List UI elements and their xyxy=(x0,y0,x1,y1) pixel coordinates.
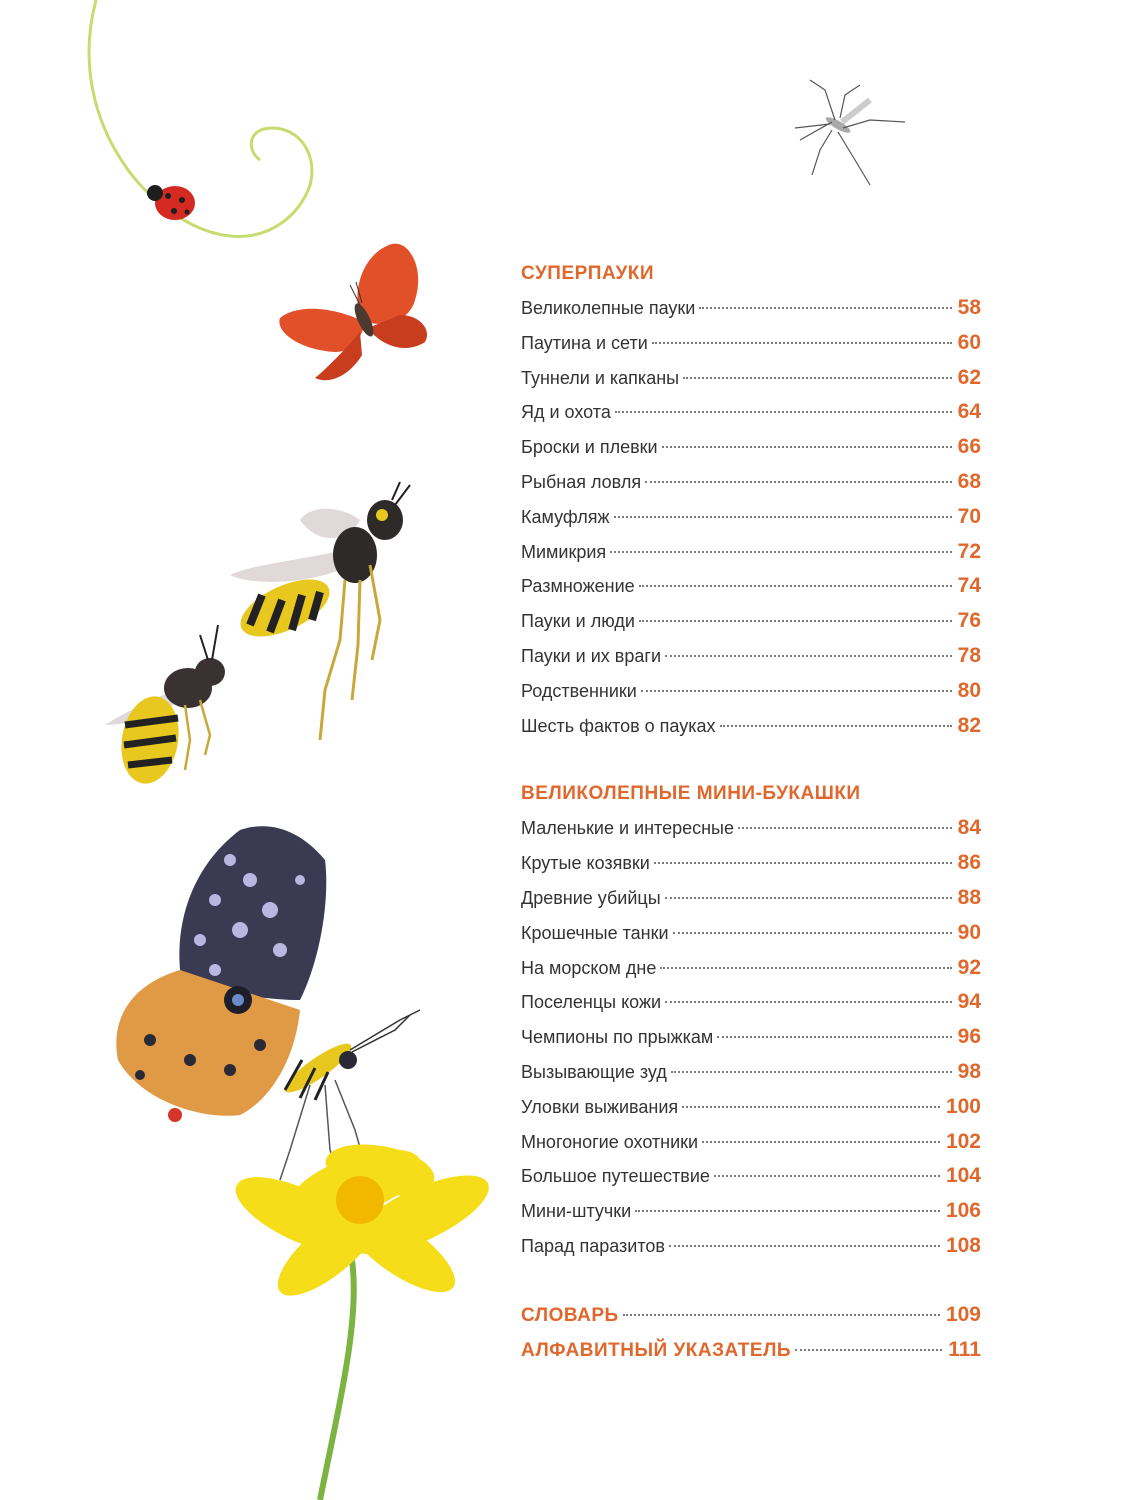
toc-entry-page: 111 xyxy=(948,1337,981,1361)
toc-entry-title: Большое путешествие xyxy=(521,1166,710,1187)
toc-entry-title: Шесть фактов о пауках xyxy=(521,715,716,736)
toc-entry-title: Древние убийцы xyxy=(521,887,661,908)
toc-entry-title: СЛОВАРЬ xyxy=(521,1304,619,1326)
toc-entry-title: Рыбная ловля xyxy=(521,471,642,492)
toc-entry-title: На морском дне xyxy=(521,957,657,978)
toc-entry[interactable] xyxy=(521,535,981,570)
yellow-flower-illustration xyxy=(226,1135,499,1500)
toc-entry[interactable] xyxy=(521,811,981,846)
toc-entry-title: Мини-штучки xyxy=(521,1201,632,1222)
toc-entry[interactable] xyxy=(521,1055,981,1090)
toc-entry-page: 58 xyxy=(957,296,981,319)
ladybug-illustration xyxy=(89,0,312,236)
back-matter xyxy=(521,1298,981,1368)
toc-entry-page: 94 xyxy=(957,990,981,1014)
toc-entry[interactable] xyxy=(521,569,981,604)
toc-entry-title: Родственники xyxy=(521,680,637,701)
leader-dots xyxy=(702,1141,940,1143)
swallowtail-butterfly-illustration xyxy=(116,826,420,1180)
section-superspiders xyxy=(521,257,981,743)
toc-entry-title: Крутые козявки xyxy=(521,853,650,874)
toc-entry-title: АЛФАВИТНЫЙ УКАЗАТЕЛЬ xyxy=(521,1339,792,1361)
toc-entry-page: 74 xyxy=(957,574,981,598)
toc-entry-title: Паутина и сети xyxy=(521,332,648,353)
leader-dots xyxy=(682,1106,940,1108)
toc-entry[interactable] xyxy=(521,1229,981,1264)
toc-entry-page: 104 xyxy=(945,1164,981,1188)
leader-dots xyxy=(652,342,952,344)
leader-dots xyxy=(714,1175,940,1177)
leader-dots xyxy=(639,620,952,622)
toc-entry-page: 96 xyxy=(957,1025,981,1049)
crane-fly-illustration xyxy=(795,80,905,185)
toc-entry-title: Туннели и капканы xyxy=(521,367,680,388)
toc-entry-title: Крошечные танки xyxy=(521,922,669,943)
toc-entry-title: Броски и плевки xyxy=(521,437,658,458)
toc-entry[interactable] xyxy=(521,361,981,396)
leader-dots xyxy=(665,655,952,657)
leader-dots xyxy=(665,1001,952,1003)
toc-entry[interactable] xyxy=(521,326,981,361)
toc-entry-page: 84 xyxy=(957,816,981,840)
toc-entry-title: Поселенцы кожи xyxy=(521,992,662,1013)
toc-entry-page: 106 xyxy=(945,1199,981,1223)
section-heading: ВЕЛИКОЛЕПНЫЕ МИНИ-БУКАШКИ xyxy=(521,783,861,805)
toc-entry-title: Уловки выживания xyxy=(521,1096,679,1117)
toc-entry-title: Яд и охота xyxy=(521,402,611,423)
toc-entry-page: 76 xyxy=(957,609,981,633)
toc-entry-title: Пауки и их враги xyxy=(521,645,661,666)
toc-entry-page: 60 xyxy=(957,330,981,354)
toc-entry-glossary[interactable] xyxy=(521,1298,981,1333)
toc-entry-page: 90 xyxy=(957,920,981,944)
toc-entry-page: 86 xyxy=(957,851,981,875)
toc-entry-title: Многоногие охотники xyxy=(521,1131,699,1152)
toc-entry[interactable] xyxy=(521,1125,981,1160)
toc-entry-title: Мимикрия xyxy=(521,541,607,562)
leader-dots xyxy=(720,725,952,727)
toc-entry[interactable] xyxy=(521,951,981,986)
toc-entry-page: 88 xyxy=(957,885,981,909)
section-heading: СУПЕРПАУКИ xyxy=(521,263,655,284)
section-mini-bugs xyxy=(521,777,981,1263)
toc-entry-page: 72 xyxy=(957,539,981,563)
toc-entry[interactable] xyxy=(521,985,981,1020)
leader-dots xyxy=(641,690,952,692)
toc-entry-title: Великолепные пауки xyxy=(521,298,696,318)
toc-entry[interactable] xyxy=(521,465,981,500)
leader-dots xyxy=(610,551,951,553)
leader-dots xyxy=(673,932,952,934)
toc-entry[interactable] xyxy=(521,1159,981,1194)
orange-butterfly-illustration xyxy=(279,244,427,381)
table-of-contents xyxy=(521,257,981,1367)
toc-entry-page: 68 xyxy=(957,469,981,493)
leader-dots xyxy=(683,377,952,379)
toc-entry-page: 100 xyxy=(945,1094,981,1118)
toc-entry-page: 70 xyxy=(957,504,981,528)
leader-dots xyxy=(635,1210,940,1212)
toc-entry[interactable] xyxy=(521,395,981,430)
toc-entry[interactable] xyxy=(521,846,981,881)
toc-entry-title: Чемпионы по прыжкам xyxy=(521,1027,714,1048)
toc-entry-title: Размножение xyxy=(521,576,635,597)
leader-dots xyxy=(662,446,952,448)
small-wasp-illustration xyxy=(105,625,225,788)
toc-entry-page: 80 xyxy=(957,678,981,702)
toc-entry-title: Пауки и люди xyxy=(521,611,635,632)
leader-dots xyxy=(660,967,951,969)
toc-entry-page: 78 xyxy=(957,643,981,667)
toc-entry-page: 62 xyxy=(957,365,981,389)
leader-dots xyxy=(665,897,952,899)
toc-entry[interactable] xyxy=(521,881,981,916)
toc-entry-page: 66 xyxy=(957,435,981,459)
leader-dots xyxy=(645,481,952,483)
toc-entry-title: Маленькие и интересные xyxy=(521,818,734,839)
leader-dots xyxy=(699,307,951,309)
toc-entry-page: 82 xyxy=(957,713,981,737)
toc-entry-page: 98 xyxy=(957,1059,981,1083)
leader-dots xyxy=(717,1036,951,1038)
toc-entry-title: Парад паразитов xyxy=(521,1235,665,1256)
toc-entry[interactable] xyxy=(521,1090,981,1125)
toc-entry[interactable] xyxy=(521,291,981,326)
toc-entry-page: 108 xyxy=(945,1233,981,1257)
leader-dots xyxy=(738,827,952,829)
toc-entry[interactable] xyxy=(521,430,981,465)
large-wasp-illustration xyxy=(230,482,410,740)
leader-dots xyxy=(614,516,952,518)
toc-entry-page: 64 xyxy=(957,400,981,424)
toc-entry[interactable] xyxy=(521,709,981,744)
toc-entry-title: Вызывающие зуд xyxy=(521,1061,667,1082)
toc-entry[interactable] xyxy=(521,916,981,951)
leader-dots xyxy=(623,1314,940,1316)
leader-dots xyxy=(795,1349,942,1351)
toc-entry[interactable] xyxy=(521,604,981,639)
toc-entry[interactable] xyxy=(521,500,981,535)
leader-dots xyxy=(654,862,952,864)
toc-entry[interactable] xyxy=(521,639,981,674)
toc-entry-index[interactable] xyxy=(521,1333,981,1368)
toc-entry[interactable] xyxy=(521,1194,981,1229)
toc-entry-page: 109 xyxy=(945,1302,981,1326)
toc-entry[interactable] xyxy=(521,1020,981,1055)
toc-entry-page: 92 xyxy=(957,955,981,979)
leader-dots xyxy=(671,1071,952,1073)
leader-dots xyxy=(639,585,952,587)
toc-entry-title: Камуфляж xyxy=(521,506,610,527)
leader-dots xyxy=(615,411,952,413)
toc-entry[interactable] xyxy=(521,674,981,709)
leader-dots xyxy=(669,1245,940,1247)
toc-entry-page: 102 xyxy=(945,1129,981,1153)
